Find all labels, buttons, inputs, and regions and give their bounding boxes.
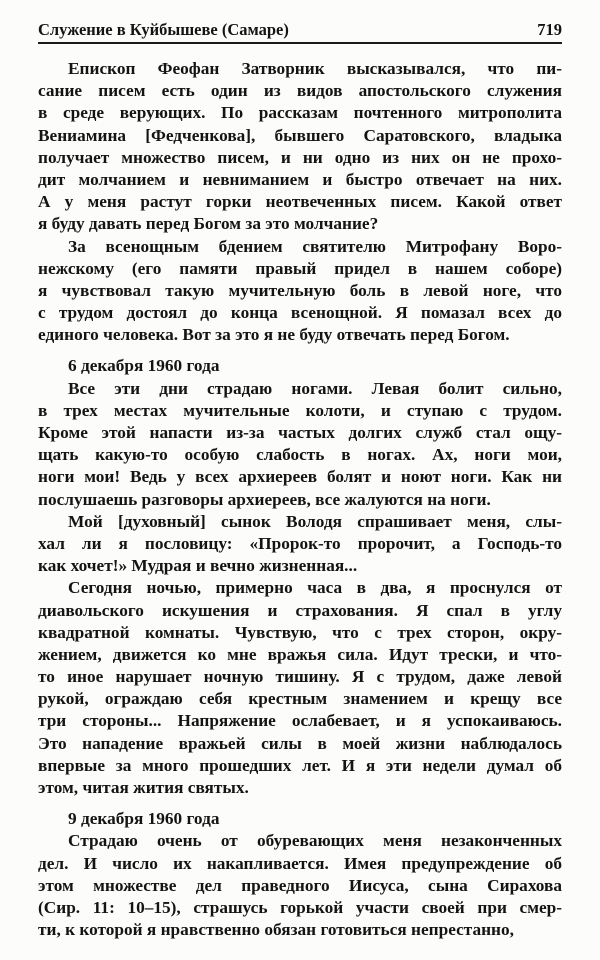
header-rule (38, 42, 562, 44)
text-line: рукой, ограждаю себя крестным знамением и крещу все (38, 689, 562, 709)
paragraph (38, 236, 562, 347)
text-line: единого человека. Вот за это я не буду отвечать перед Богом. (38, 325, 510, 345)
paragraph (38, 511, 562, 578)
text-line: Сегодня ночью, примерно часа в два, я проснулся от (68, 578, 562, 598)
text-line: Страдаю очень от обуревающих меня незаконченных (68, 831, 562, 851)
paragraph (38, 577, 562, 799)
date-heading: 6 декабря 1960 года (68, 356, 220, 376)
date-heading: 9 декабря 1960 года (68, 809, 220, 829)
text-line: жением, движется ко мне вражья сила. Идут трески, и что- (38, 644, 562, 664)
text-line: диавольского искушения и страхования. Я спал в углу (38, 600, 562, 620)
paragraph (38, 378, 562, 511)
text-line: ноги мои! Ведь у всех архиереев болят и ноют ноги. Как ни (38, 467, 562, 487)
text-line: квадратной комнаты. Чувствую, что с трех сторон, окру- (38, 622, 562, 642)
text-line: Вениамина [Федченкова], бывшего Саратовского, владыка (38, 125, 562, 145)
text-line: А у меня растут горки неотвеченных писем. Какой ответ (38, 192, 562, 212)
paragraph (38, 830, 562, 941)
text-line: ти, к которой я нравственно обязан готовиться непрестанно, (38, 920, 514, 940)
page-header (38, 0, 562, 39)
paragraph (38, 58, 562, 236)
text-line: как хочет!» Мудрая и вечно жизненная... (38, 556, 358, 576)
text-line: Это нападение вражьей силы в моей жизни наблюдалось (38, 733, 562, 753)
text-line: Мой [духовный] сынок Володя спрашивает меня, слы- (68, 511, 562, 531)
text-line: я чувствовал такую мучительную боль в левой ноге, что (38, 280, 562, 300)
text-line: послушаешь разговоры архиереев, все жалуются на ноги. (38, 489, 491, 509)
text-line: я буду давать перед Богом за это молчание? (38, 214, 379, 234)
text-line: три стороны... Напряжение ослабевает, и я успокаиваюсь. (38, 711, 562, 731)
text-line: в среде верующих. По рассказам почтенного митрополита (38, 103, 562, 123)
text-line: в трех местах мучительные колоти, и ступаю с трудом. (38, 400, 562, 420)
text-line: получает множество писем, и ни одно из них он не прохо- (38, 147, 562, 167)
text-line: Кроме этой напасти из-за частых долгих служб стал ощу- (38, 423, 562, 442)
text-line: щать какую-то особую слабость в ногах. Ах, ноги мои, (38, 445, 562, 465)
text-line: Епископ Феофан Затворник высказывался, что пи- (68, 59, 562, 78)
text-line: впервые за много прошедших лет. И я эти недели думал об (38, 755, 562, 775)
text-line: то иное нарушает ночную тишину. Я с трудом, даже левой (38, 667, 562, 687)
text-line: хал ли я пословицу: «Пророк-то пророчит, а Господь-то (38, 533, 562, 553)
text-line: нежскому (его памяти правый придел в нашем соборе) (38, 258, 562, 278)
text-line: с трудом достоял до конца всенощной. Я помазал всех до (38, 303, 562, 323)
running-title: Служение в Куйбышеве (Самаре) (38, 20, 289, 39)
text-line: этом, читая жития святых. (38, 778, 249, 797)
text-line: этом множестве дел праведного Иисуса, сына Сирахова (38, 875, 562, 895)
text-line: (Сир. 11: 10–15), страшусь горькой участи своей при смер- (38, 897, 562, 917)
page-number: 719 (537, 20, 562, 39)
text-line: дел. И число их накапливается. Имея предупреждение об (38, 853, 562, 873)
text-line: дит молчанием и невниманием и быстро отвечает на них. (38, 169, 562, 189)
text-line: Все эти дни страдаю ногами. Левая болит сильно, (68, 378, 562, 398)
page-body (38, 58, 562, 941)
text-line: сание писем есть один из видов апостольского служения (38, 81, 562, 101)
text-line: За всенощным бдением святителю Митрофану Воро- (68, 236, 562, 256)
